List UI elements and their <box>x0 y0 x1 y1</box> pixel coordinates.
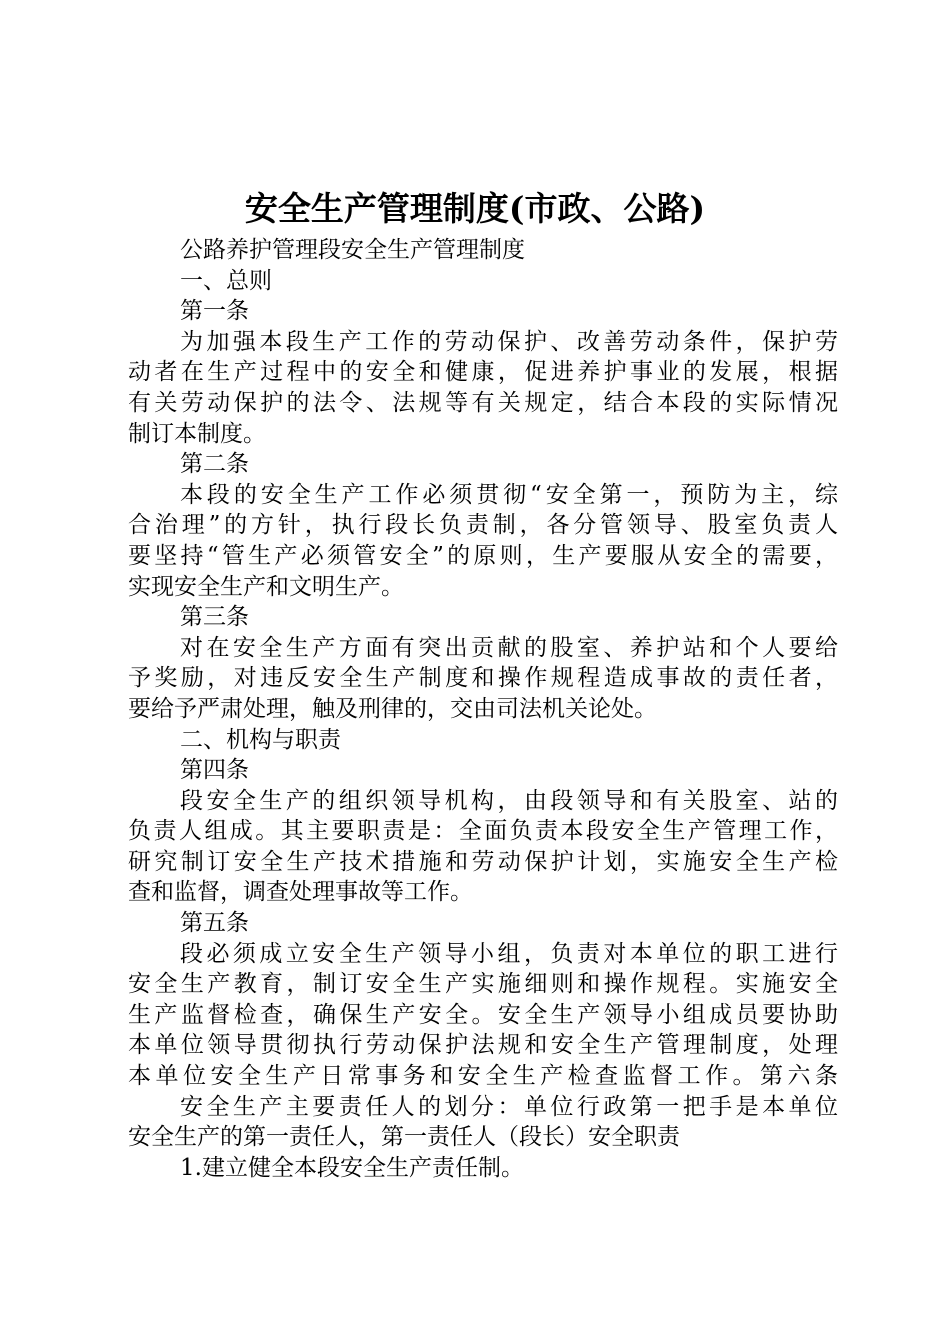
subtitle-line: 公路养护管理段安全生产管理制度 <box>180 237 525 263</box>
paragraph-line: 为加强本段生产工作的劳动保护、改善劳动条件，保护劳 <box>180 328 838 355</box>
paragraph-line: 合治理”的方针，执行段长负责制，各分管领导、股室负责人 <box>128 512 838 539</box>
paragraph-line: 本单位安全生产日常事务和安全生产检查监督工作。第六条 <box>128 1063 838 1090</box>
paragraph-line: 对在安全生产方面有突出贡献的股室、养护站和个人要给 <box>180 634 838 661</box>
paragraph-line: 要坚持“管生产必须管安全”的原则，生产要服从安全的需要， <box>128 542 838 569</box>
paragraph-line: 查和监督，调查处理事故等工作。 <box>128 879 473 906</box>
section-heading: 一、总则 <box>180 267 272 294</box>
paragraph-line: 有关劳动保护的法令、法规等有关规定，结合本段的实际情况 <box>128 389 838 416</box>
paragraph-line: 予奖励，对违反安全生产制度和操作规程造成事故的责任者， <box>128 665 838 692</box>
paragraph-line: 制订本制度。 <box>128 420 266 447</box>
paragraph-line: 动者在生产过程中的安全和健康，促进养护事业的发展，根据 <box>128 359 838 386</box>
paragraph-line: 安全生产的第一责任人，第一责任人（段长）安全职责 <box>128 1124 680 1151</box>
paragraph-line: 安全生产主要责任人的划分：单位行政第一把手是本单位 <box>180 1093 838 1120</box>
section-heading: 二、机构与职责 <box>180 726 341 753</box>
paragraph-line: 要给予严肃处理，触及刑律的，交由司法机关论处。 <box>128 695 657 722</box>
article-heading: 第三条 <box>180 604 249 631</box>
paragraph-line: 本段的安全生产工作必须贯彻“安全第一，预防为主，综 <box>180 481 838 508</box>
paragraph-line: 段必须成立安全生产领导小组，负责对本单位的职工进行 <box>180 940 838 967</box>
article-heading: 第一条 <box>180 298 249 325</box>
document-title: 安全生产管理制度(市政、公路) <box>244 189 706 228</box>
paragraph-line: 实现安全生产和文明生产。 <box>128 573 404 600</box>
paragraph-line: 生产监督检查，确保生产安全。安全生产领导小组成员要协助 <box>128 1001 838 1028</box>
paragraph-line: 段安全生产的组织领导机构，由段领导和有关股室、站的 <box>180 787 838 814</box>
article-heading: 第四条 <box>180 757 249 784</box>
paragraph-line: 负责人组成。其主要职责是：全面负责本段安全生产管理工作， <box>128 818 838 845</box>
paragraph-line: 本单位领导贯彻执行劳动保护法规和安全生产管理制度，处理 <box>128 1032 838 1059</box>
paragraph-line: 研究制订安全生产技术措施和劳动保护计划，实施安全生产检 <box>128 848 838 875</box>
paragraph-line: 安全生产教育，制订安全生产实施细则和操作规程。实施安全 <box>128 971 838 998</box>
article-heading: 第五条 <box>180 910 249 937</box>
document-body <box>128 235 838 1183</box>
list-item: 1.建立健全本段安全生产责任制。 <box>180 1154 524 1181</box>
article-heading: 第二条 <box>180 451 249 478</box>
